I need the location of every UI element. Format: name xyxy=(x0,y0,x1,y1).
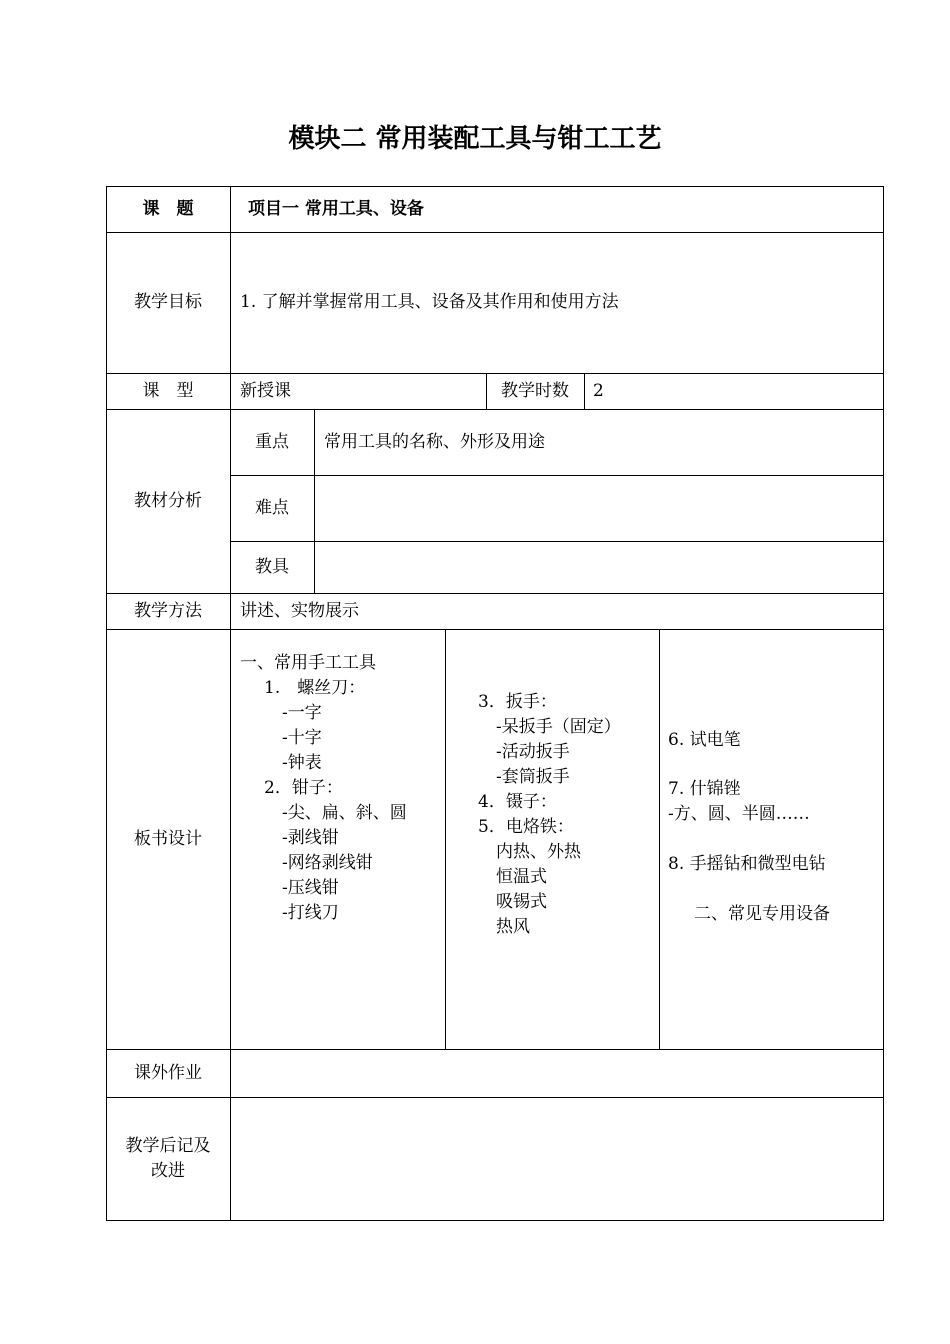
notes-label: 教学后记及 xyxy=(125,1136,211,1156)
board-col3-line: 7. 什锦锉 xyxy=(668,779,741,799)
objective-label: 教学目标 xyxy=(134,292,202,312)
board-col1-line: -十字 xyxy=(282,728,322,748)
column-divider xyxy=(659,629,660,1049)
board-col1-line: -剥线钳 xyxy=(282,828,339,848)
topic-value: 项目一 常用工具、设备 xyxy=(248,199,424,219)
board-col2-line: -活动扳手 xyxy=(496,742,570,762)
column-divider xyxy=(230,186,231,1221)
topic-label: 课 题 xyxy=(142,199,194,219)
row-divider xyxy=(106,1049,884,1050)
column-divider xyxy=(584,373,585,409)
board-col2-line: -套筒扳手 xyxy=(496,767,570,787)
material-label: 教材分析 xyxy=(134,491,202,511)
board-col3-line: 8. 手摇钻和微型电钻 xyxy=(668,854,826,874)
key-point-value: 常用工具的名称、外形及用途 xyxy=(324,432,545,452)
board-col1-line: 2．钳子： xyxy=(264,778,343,798)
row-divider xyxy=(106,232,884,233)
teaching-hours-value: 2 xyxy=(593,381,604,401)
board-col2-line: -呆扳手（固定） xyxy=(496,717,621,737)
column-divider xyxy=(314,409,315,593)
board-col2-line: 3．扳手： xyxy=(478,692,557,712)
board-col2-line: 热风 xyxy=(496,917,530,937)
difficulty-label: 难点 xyxy=(255,498,289,518)
row-divider xyxy=(230,541,884,542)
row-divider xyxy=(230,475,884,476)
page-title: 模块二 常用装配工具与钳工工艺 xyxy=(288,124,662,154)
board-col3-line: -方、圆、半圆…… xyxy=(668,804,810,824)
key-point-label: 重点 xyxy=(255,432,289,452)
row-divider xyxy=(106,373,884,374)
board-design-label: 板书设计 xyxy=(134,829,202,849)
lesson-type-label: 课 型 xyxy=(142,381,194,401)
notes-label: 改进 xyxy=(151,1161,185,1181)
method-value: 讲述、实物展示 xyxy=(240,601,359,621)
teaching-hours-label: 教学时数 xyxy=(501,381,569,401)
board-col1-line: -打线刀 xyxy=(282,903,339,923)
row-divider xyxy=(106,629,884,630)
method-label: 教学方法 xyxy=(134,601,202,621)
board-col3-line: 6. 试电笔 xyxy=(668,730,741,750)
board-col1-line: -尖、扁、斜、圆 xyxy=(282,803,407,823)
row-divider xyxy=(106,593,884,594)
teaching-aids-label: 教具 xyxy=(255,557,289,577)
board-col1-line: -钟表 xyxy=(282,753,322,773)
board-col1-line: -一字 xyxy=(282,703,322,723)
row-divider xyxy=(106,1097,884,1098)
board-col3-line: 二、常见专用设备 xyxy=(694,904,830,924)
board-col1-line: -压线钳 xyxy=(282,878,339,898)
objective-value: 1. 了解并掌握常用工具、设备及其作用和使用方法 xyxy=(240,292,619,312)
board-col2-line: 恒温式 xyxy=(496,867,547,887)
column-divider xyxy=(445,629,446,1049)
board-col1-line: 1. 螺丝刀： xyxy=(264,678,366,698)
row-divider xyxy=(106,409,884,410)
homework-label: 课外作业 xyxy=(134,1063,202,1083)
board-col2-line: 4．镊子： xyxy=(478,792,557,812)
board-col2-line: 内热、外热 xyxy=(496,842,581,862)
lesson-type-value: 新授课 xyxy=(240,381,291,401)
board-col1-line: 一、常用手工工具 xyxy=(240,653,376,673)
board-col1-line: -网络剥线钳 xyxy=(282,853,373,873)
board-col2-line: 5．电烙铁： xyxy=(478,817,574,837)
board-col2-line: 吸锡式 xyxy=(496,892,547,912)
